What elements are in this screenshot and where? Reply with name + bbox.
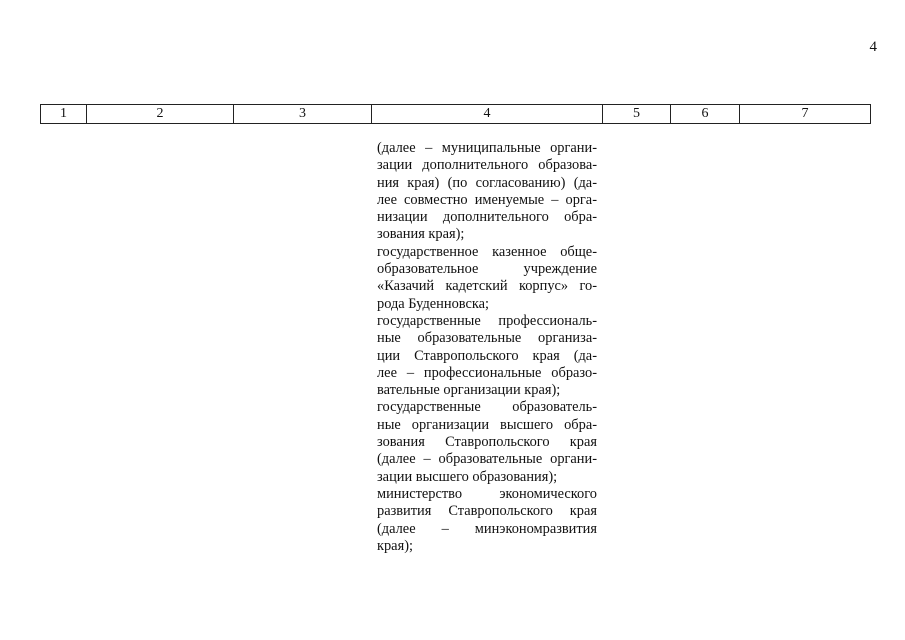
body-text-line: рода Буденновска; — [377, 295, 490, 312]
body-text-line: государственные образователь- — [377, 399, 597, 416]
body-text-line: лее совместно именуемые – орга- — [377, 191, 597, 208]
body-text-line: зации дополнительного образова- — [377, 157, 597, 174]
body-text-line: вательные организации края); — [377, 382, 561, 399]
column-header-1: 1 — [41, 105, 87, 124]
column-header-6: 6 — [671, 105, 740, 124]
column-header-3: 3 — [234, 105, 372, 124]
body-text-line: ные организации высшего обра- — [377, 416, 597, 433]
column-4-body-text — [377, 140, 597, 555]
body-text-line: ции Ставропольского края (да- — [377, 347, 597, 364]
body-text-line: «Казачий кадетский корпус» го- — [377, 278, 597, 295]
body-text-line: лее – профессиональные образо- — [377, 364, 597, 381]
body-text-line: образовательное учреждение — [377, 261, 597, 278]
body-text-line: края); — [377, 537, 413, 554]
body-text-line: (далее – минэкономразвития — [377, 520, 597, 537]
column-header-5: 5 — [603, 105, 671, 124]
body-text-line: зации высшего образования); — [377, 468, 558, 485]
column-header-row — [41, 105, 871, 124]
column-header-4: 4 — [372, 105, 603, 124]
column-header-table — [40, 104, 871, 124]
body-text-line: министерство экономического — [377, 485, 597, 502]
body-text-line: развития Ставропольского края — [377, 503, 597, 520]
body-text-line: низации дополнительного обра- — [377, 209, 597, 226]
body-text-line: зования Ставропольского края — [377, 434, 597, 451]
body-text-line: ния края) (по согласованию) (да- — [377, 174, 597, 191]
body-text-line: государственные профессиональ- — [377, 312, 597, 329]
body-text-line: (далее – муниципальные органи- — [377, 140, 597, 156]
body-text-line: ные образовательные организа- — [377, 330, 597, 347]
column-header-7: 7 — [740, 105, 871, 124]
column-header-2: 2 — [87, 105, 234, 124]
page-number: 4 — [869, 39, 877, 55]
body-text-line: зования края); — [377, 226, 465, 243]
body-text-line: (далее – образовательные органи- — [377, 451, 597, 468]
body-text-line: государственное казенное обще- — [377, 243, 597, 260]
